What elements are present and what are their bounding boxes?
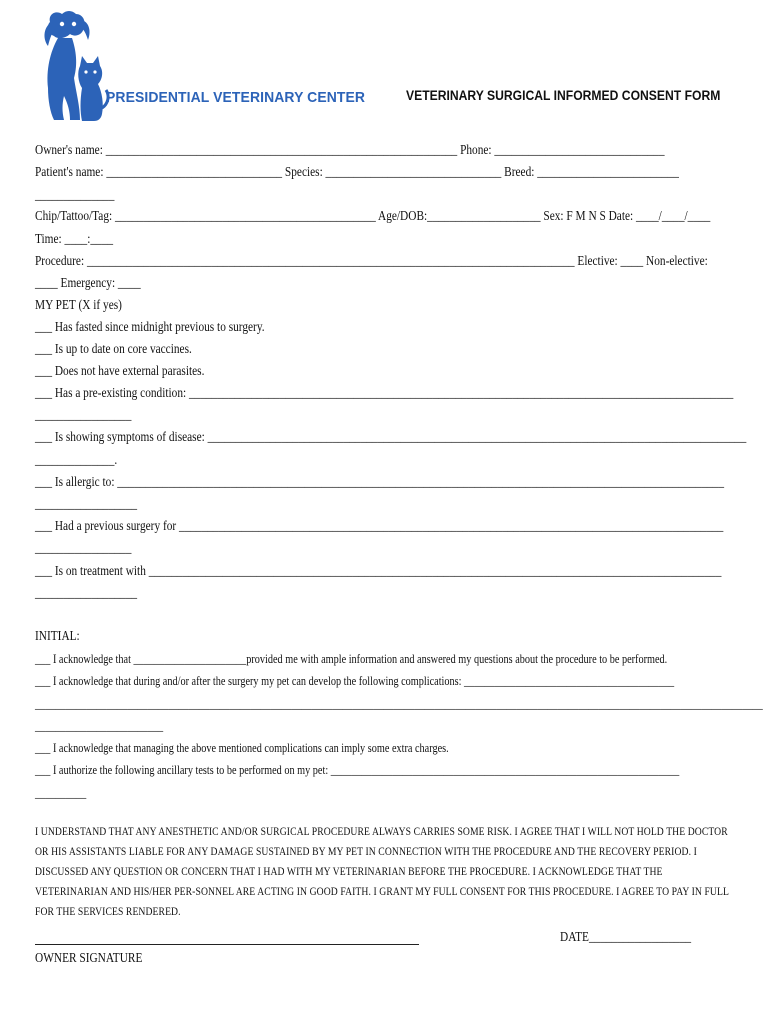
initial-item-complications-cont2[interactable]: _________________________ bbox=[35, 719, 164, 733]
signature-line[interactable] bbox=[35, 944, 419, 945]
initial-item-ancillary-tests[interactable]: ___ I authorize the following ancillary tests to be performed on my pet: ____________________________________________________________________ bbox=[35, 763, 680, 777]
patient-name-field[interactable]: Patient's name: _______________________________ Species: _______________________________ Breed: _________________________ bbox=[35, 164, 679, 179]
emergency-field[interactable]: ____ Emergency: ____ bbox=[35, 275, 141, 290]
initial-item-extra-charges[interactable]: ___ I acknowledge that managing the above mentioned complications can imply some extra charges. bbox=[35, 741, 449, 755]
time-field[interactable]: Time: ____:____ bbox=[35, 231, 114, 246]
my-pet-item-parasites[interactable]: ___ Does not have external parasites. bbox=[35, 363, 205, 378]
initial-item-information[interactable]: ___ I acknowledge that ______________________provided me with ample information and answered my questions about the procedure to be performed. bbox=[35, 652, 668, 666]
my-pet-item-preexisting-cont[interactable]: _________________ bbox=[35, 407, 132, 422]
patient-continuation-line[interactable]: ______________ bbox=[35, 187, 115, 202]
my-pet-item-treatment-cont[interactable]: __________________ bbox=[35, 585, 138, 600]
my-pet-item-allergic-cont[interactable]: __________________ bbox=[35, 496, 138, 511]
my-pet-item-previous-surgery-cont[interactable]: _________________ bbox=[35, 540, 132, 555]
my-pet-item-fasted[interactable]: ___ Has fasted since midnight previous to surgery. bbox=[35, 319, 265, 334]
my-pet-heading: MY PET (X if yes) bbox=[35, 297, 122, 312]
my-pet-item-vaccines[interactable]: ___ Is up to date on core vaccines. bbox=[35, 341, 192, 356]
date-field[interactable]: DATE__________________ bbox=[560, 929, 692, 944]
consent-statement: I UNDERSTAND THAT ANY ANESTHETIC AND/OR SURGICAL PROCEDURE ALWAYS CARRIES SOME RISK. I AGREE THAT I WILL NOT HOLD THE DOCTOR OR HIS ASSISTANTS LIABLE FOR ANY DAMAGE SUSTAINED BY MY PET IN CONNECTION WITH THE PROCEDURE AND THE RECOVERY PERIOD. I DISCUSSED ANY QUESTION OR CONCERN THAT I HAD WITH MY VETERINARIAN BEFORE THE PROCEDURE. I ACKNOWLEDGE THAT THE VETERINARIAN AND HIS/HER PER-SONNEL ARE ACTING IN GOOD FAITH. I GRANT MY FULL CONSENT FOR THIS PROCEDURE. I AGREE TO PAY IN FULL FOR THE SERVICES RENDERED. bbox=[35, 826, 729, 918]
dog-and-cat-silhouette-icon bbox=[40, 8, 110, 123]
initial-item-ancillary-cont[interactable]: __________ bbox=[35, 786, 87, 800]
owner-signature-label: OWNER SIGNATURE bbox=[35, 950, 143, 965]
chip-tattoo-field[interactable]: Chip/Tattoo/Tag: ______________________________________________ Age/DOB:____________________ Sex: F M N S Date: ____/____/____ bbox=[35, 208, 711, 223]
my-pet-item-symptoms-cont[interactable]: ______________. bbox=[35, 452, 118, 467]
owner-name-field[interactable]: Owner's name: ______________________________________________________________ Phone: ______________________________ bbox=[35, 142, 665, 157]
my-pet-item-preexisting[interactable]: ___ Has a pre-existing condition: ________________________________________________________________________________________________ bbox=[35, 385, 734, 400]
initial-item-complications-cont[interactable]: ______________________________________________________________________________________________________________________________________________ bbox=[35, 697, 763, 711]
clinic-name: PRESIDENTIAL VETERINARY CENTER bbox=[106, 89, 366, 106]
initial-heading: INITIAL: bbox=[35, 628, 80, 643]
procedure-field[interactable]: Procedure: ______________________________________________________________________________________ Elective: ____ Non-elective: bbox=[35, 253, 708, 268]
my-pet-item-previous-surgery[interactable]: ___ Had a previous surgery for ________________________________________________________________________________________________ bbox=[35, 518, 724, 533]
initial-item-complications[interactable]: ___ I acknowledge that during and/or after the surgery my pet can develop the following complications: _________________________________________ bbox=[35, 674, 675, 688]
my-pet-item-allergic[interactable]: ___ Is allergic to: ___________________________________________________________________________________________________________ bbox=[35, 474, 724, 489]
my-pet-item-treatment[interactable]: ___ Is on treatment with _____________________________________________________________________________________________________ bbox=[35, 563, 722, 578]
my-pet-item-symptoms[interactable]: ___ Is showing symptoms of disease: _______________________________________________________________________________________________ bbox=[35, 429, 747, 444]
form-title: VETERINARY SURGICAL INFORMED CONSENT FORM bbox=[406, 88, 721, 103]
